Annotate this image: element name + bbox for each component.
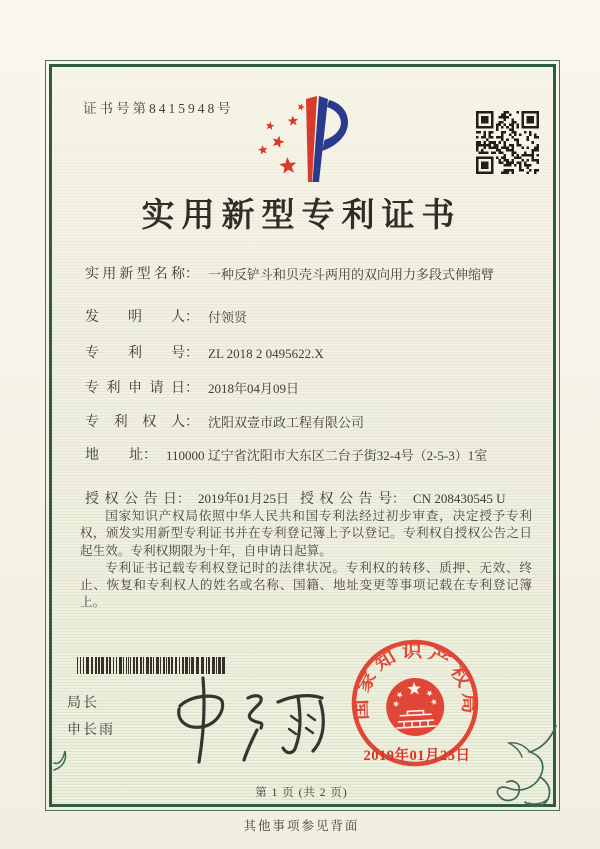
field-label: 实用新型名称 bbox=[85, 267, 185, 282]
field-colon: ： bbox=[185, 346, 199, 361]
grant-date bbox=[85, 488, 289, 508]
signature-icon bbox=[160, 670, 340, 772]
corner-flourish-small-icon bbox=[52, 746, 76, 772]
grant-number-value: CN 208430545 U bbox=[413, 491, 506, 506]
field-row-address bbox=[85, 446, 535, 467]
field-row-patentee bbox=[85, 413, 535, 432]
grant-date-label: 授权公告日 bbox=[85, 492, 177, 507]
field-value: ZL 2018 2 0495622.X bbox=[208, 346, 324, 361]
field-value: 2018年04月09日 bbox=[208, 381, 300, 396]
seal-text: 国家知识产权局 bbox=[351, 642, 479, 721]
field-colon: ： bbox=[185, 310, 199, 325]
legal-paragraph-2: 专利证书记载专利权登记时的法律状况。专利权的转移、质押、无效、终止、恢复和专利权人的姓名或名称、国籍、地址变更等事项记载在专利登记簿上。 bbox=[80, 560, 532, 610]
signer-name: 申长雨 bbox=[67, 723, 115, 738]
legal-text bbox=[80, 508, 532, 612]
field-row-inventor bbox=[85, 308, 535, 327]
certificate-title: 实用新型专利证书 bbox=[141, 198, 462, 234]
field-row-filing-date bbox=[85, 379, 535, 398]
signer-title: 局长 bbox=[67, 696, 99, 711]
field-value: 110000 辽宁省沈阳市大东区二台子街32-4号（2-5-3）1室 bbox=[166, 448, 488, 463]
field-label: 专利号 bbox=[85, 346, 185, 361]
qr-code bbox=[476, 111, 539, 174]
field-value: 一种反铲斗和贝壳斗两用的双向用力多段式伸缩臂 bbox=[208, 267, 495, 282]
field-value: 沈阳双壹市政工程有限公司 bbox=[208, 415, 365, 430]
field-label: 专利权人 bbox=[85, 415, 185, 430]
field-colon: ： bbox=[143, 448, 157, 463]
field-label: 地址 bbox=[85, 448, 143, 463]
field-colon: ： bbox=[392, 491, 406, 506]
field-value: 付领贤 bbox=[208, 310, 248, 325]
national-emblem-icon bbox=[385, 677, 446, 738]
legal-paragraph-1: 国家知识产权局依照中华人民共和国专利法经过初步审查，决定授予专利权，颁发实用新型专利证书并在专利登记簿上予以登记。专利权自授权公告之日起生效。专利权期限为十年，自申请日起算。 bbox=[80, 509, 532, 558]
corner-flourish-icon bbox=[490, 724, 562, 810]
grant-number-label: 授权公告号 bbox=[300, 492, 392, 507]
field-label: 发明人 bbox=[85, 310, 185, 325]
cnipa-logo-icon bbox=[248, 94, 360, 188]
page-number: 第 1 页 (共 2 页) bbox=[255, 787, 348, 799]
grant-date-value: 2019年01月25日 bbox=[198, 491, 290, 506]
field-colon: ： bbox=[185, 381, 199, 396]
certificate-number: 证书号第8415948号 bbox=[83, 101, 234, 116]
field-row-patent-number bbox=[85, 344, 535, 363]
seal-date: 2019年01月25日 bbox=[363, 748, 471, 764]
field-row-name bbox=[85, 265, 535, 284]
field-label: 专利申请日 bbox=[85, 381, 185, 396]
back-side-note: 其他事项参见背面 bbox=[243, 819, 360, 833]
field-colon: ： bbox=[177, 491, 191, 506]
grant-number bbox=[300, 488, 505, 508]
field-colon: ： bbox=[185, 267, 199, 282]
field-colon: ： bbox=[185, 415, 199, 430]
